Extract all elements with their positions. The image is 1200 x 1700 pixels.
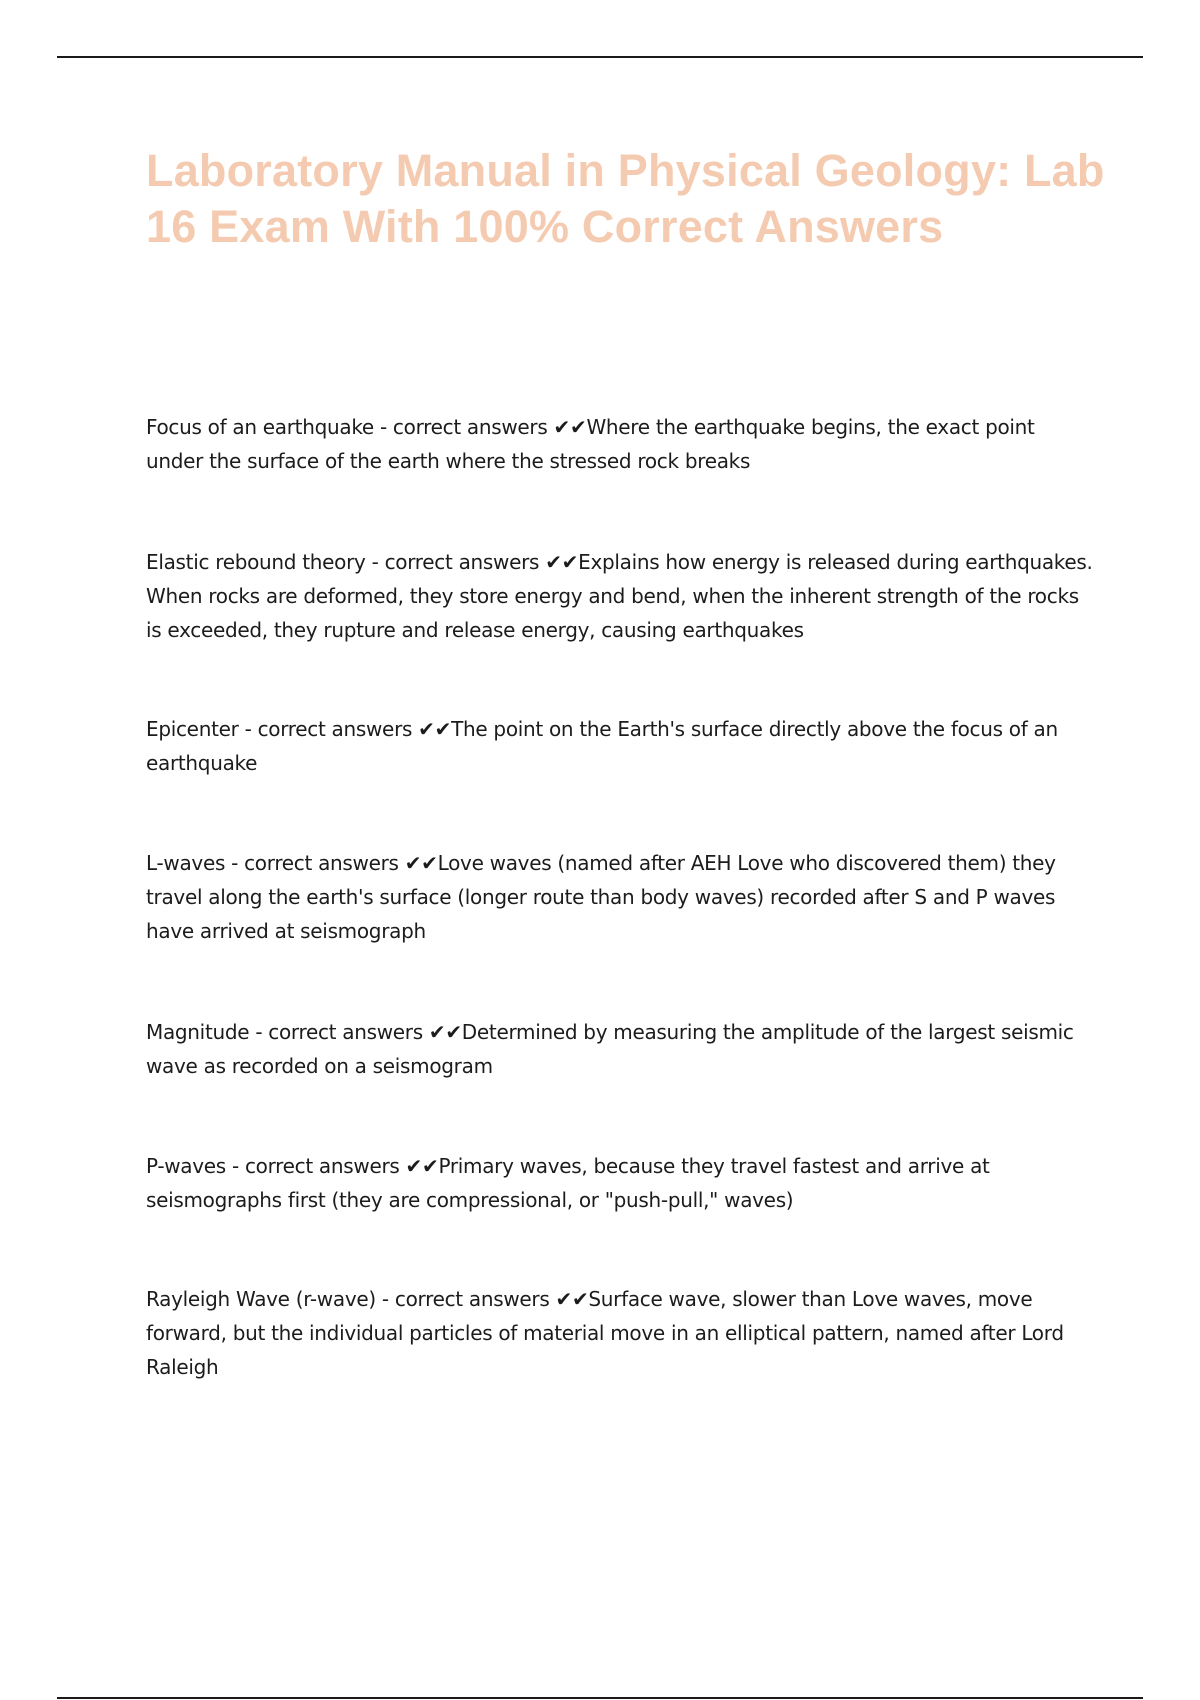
qa-entry-focus: Focus of an earthquake - correct answers ✔✔Where the earthquake begins, the exact point under the surface of the earth where the stressed rock breaks bbox=[146, 415, 1035, 473]
qa-entry-epicenter: Epicenter - correct answers ✔✔The point on the Earth's surface directly above the focus of an earthquake bbox=[146, 717, 1058, 775]
document-title: Laboratory Manual in Physical Geology: Lab 16 Exam With 100% Correct Answers bbox=[146, 145, 1105, 252]
qa-entry-rayleigh-wave: Rayleigh Wave (r-wave) - correct answers ✔✔Surface wave, slower than Love waves, move forward, but the individual particles of material move in an elliptical pattern, named after Lord Raleigh bbox=[146, 1287, 1064, 1379]
qa-entry-elastic-rebound: Elastic rebound theory - correct answers ✔✔Explains how energy is released during earthquakes. When rocks are deformed, they store energy and bend, when the inherent strength of the rocks is exceeded, they rupture and release energy, causing earthquakes bbox=[146, 550, 1093, 642]
bottom-divider bbox=[57, 1697, 1143, 1699]
qa-entry-l-waves: L-waves - correct answers ✔✔Love waves (named after AEH Love who discovered them) they travel along the earth's surface (longer route than body waves) recorded after S and P waves have arrived at seismograph bbox=[146, 851, 1056, 943]
qa-entry-p-waves: P-waves - correct answers ✔✔Primary waves, because they travel fastest and arrive at seismographs first (they are compressional, or "push-pull," waves) bbox=[146, 1154, 990, 1212]
qa-entry-magnitude: Magnitude - correct answers ✔✔Determined by measuring the amplitude of the largest seismic wave as recorded on a seismogram bbox=[146, 1020, 1074, 1078]
top-divider bbox=[57, 56, 1143, 58]
